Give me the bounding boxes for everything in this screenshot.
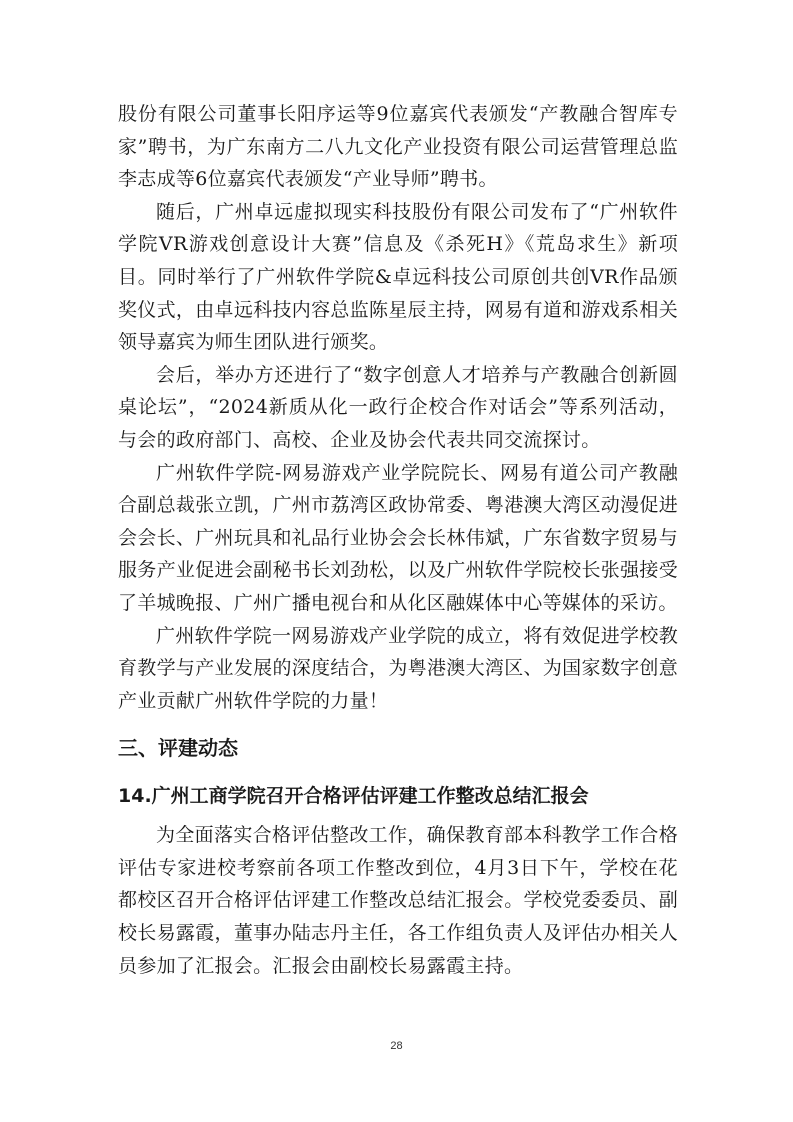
page-number: 28 (390, 1040, 403, 1052)
paragraph-assessment-meeting: 为全面落实合格评估整改工作，确保教育部本科教学工作合格评估专家进校考察前各项工作整改到位，4月3日下午，学校在花都校区召开合格评估评建工作整改总结汇报会。学校党委委员、副校长易露霞，董事办陆志丹主任，各工作组负责人及评估办相关人员参加了汇报会。汇报会由副校长易露霞主持。 (118, 824, 678, 977)
article-heading: 14.广州工商学院召开合格评估评建工作整改总结汇报会 (118, 785, 589, 808)
paragraph-forum: 会后，举办方还进行了“数字创意人才培养与产教融合创新圆桌论坛”，“2024新质从化一政行企校合作对话会”等系列活动，与会的政府部门、高校、企业及协会代表共同交流探讨。 (118, 363, 678, 451)
paragraph-conclusion: 广州软件学院一网易游戏产业学院的成立，将有效促进学校教育教学与产业发展的深度结合，为粤港澳大湾区、为国家数字创意产业贡献广州软件学院的力量！ (118, 624, 678, 712)
paragraph-vr-contest: 随后，广州卓远虚拟现实科技股份有限公司发布了“广州软件学院VR游戏创意设计大赛”信息及《杀死H》《荒岛求生》新项目。同时举行了广州软件学院&卓远科技公司原创共创VR作品颁奖仪式，由卓远科技内容总监陈星辰主持，网易有道和游戏系相关领导嘉宾为师生团队进行颁奖。 (118, 200, 678, 354)
paragraph-interview: 广州软件学院-网易游戏产业学院院长、网易有道公司产教融合副总裁张立凯，广州市荔湾区政协常委、粤港澳大湾区动漫促进会会长、广州玩具和礼品行业协会会长林伟斌，广东省数字贸易与服务产业促进会副秘书长刘劲松，以及广州软件学院校长张强接受了羊城晚报、广州广播电视台和从化区融媒体中心等媒体的采访。 (118, 461, 678, 614)
paragraph-appointment: 股份有限公司董事长阳序运等9位嘉宾代表颁发“产教融合智库专家”聘书，为广东南方二八九文化产业投资有限公司运营管理总监李志成等6位嘉宾代表颁发“产业导师”聘书。 (118, 103, 678, 191)
document-body (118, 98, 678, 982)
section-heading: 三、评建动态 (118, 736, 238, 761)
